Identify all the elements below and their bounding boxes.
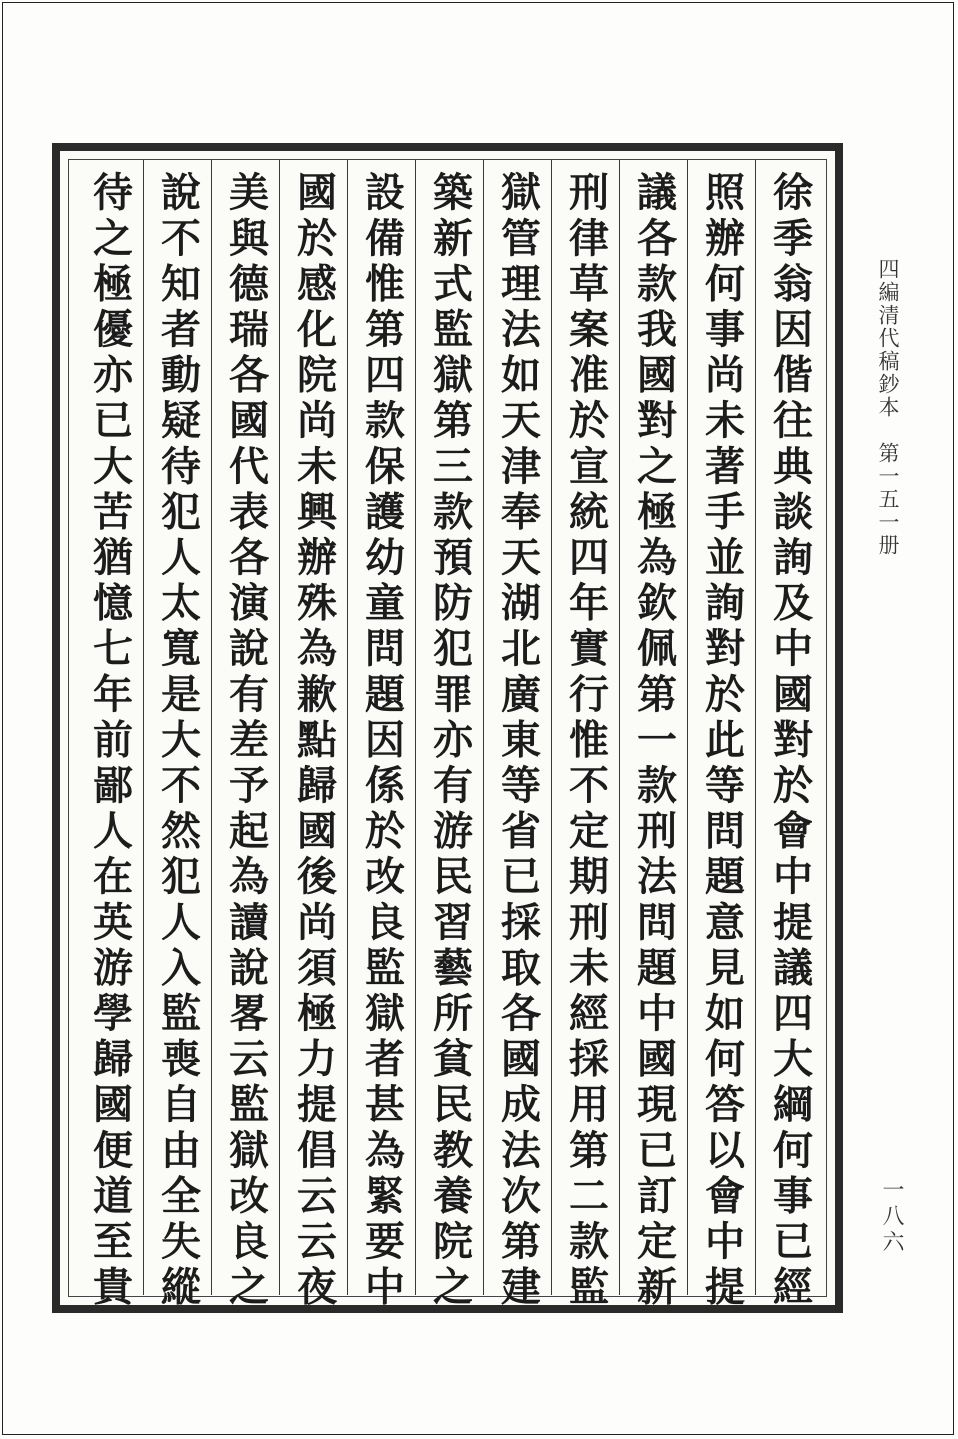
manuscript-column [551, 159, 619, 1311]
column-text: 待之極優亦已大苦猶憶七年前鄙人在英游學歸國便道至貴 [86, 171, 134, 1311]
manuscript-column [755, 159, 823, 1311]
column-text: 國於感化院尚未興辦殊為歉點歸國後尚須極力提倡云云夜 [290, 171, 338, 1311]
column-text: 築新式監獄第三款預防犯罪亦有游民習藝所貧民教養院之 [426, 171, 474, 1311]
manuscript-columns [76, 159, 823, 1311]
column-text: 照辦何事尚未著手並詢對於此等問題意見如何答以會中提 [698, 171, 746, 1311]
column-text: 刑律草案准於宣統四年實行惟不定期刑未經採用第二款監 [562, 171, 610, 1311]
manuscript-column [483, 159, 551, 1311]
manuscript-column [76, 159, 143, 1311]
manuscript-column [143, 159, 211, 1311]
column-text: 獄管理法如天津奉天湖北廣東等省已採取各國成法次第建 [494, 171, 542, 1311]
column-text: 設備惟第四款保護幼童問題因係於改良監獄者甚為緊要中 [358, 171, 406, 1311]
column-text: 美與德瑞各國代表各演說有差予起為讀說畧云監獄改良之 [222, 171, 270, 1311]
series-title: 四編清代稿鈔本 第一五一册 [876, 258, 900, 557]
column-text: 徐季翁因偕往典談詢及中國對於會中提議四大綱何事已經 [766, 171, 814, 1311]
manuscript-column [347, 159, 415, 1311]
manuscript-column [619, 159, 687, 1311]
manuscript-column [415, 159, 483, 1311]
column-text: 議各款我國對之極為欽佩第一款刑法問題中國現已訂定新 [630, 171, 678, 1311]
manuscript-column [687, 159, 755, 1311]
manuscript-column [279, 159, 347, 1311]
manuscript-frame [52, 143, 843, 1313]
column-text: 說不知者動疑待犯人太寬是大不然犯人入監喪自由全失縱 [154, 171, 202, 1311]
manuscript-column [211, 159, 279, 1311]
page-number: 一八六 [879, 1178, 904, 1256]
